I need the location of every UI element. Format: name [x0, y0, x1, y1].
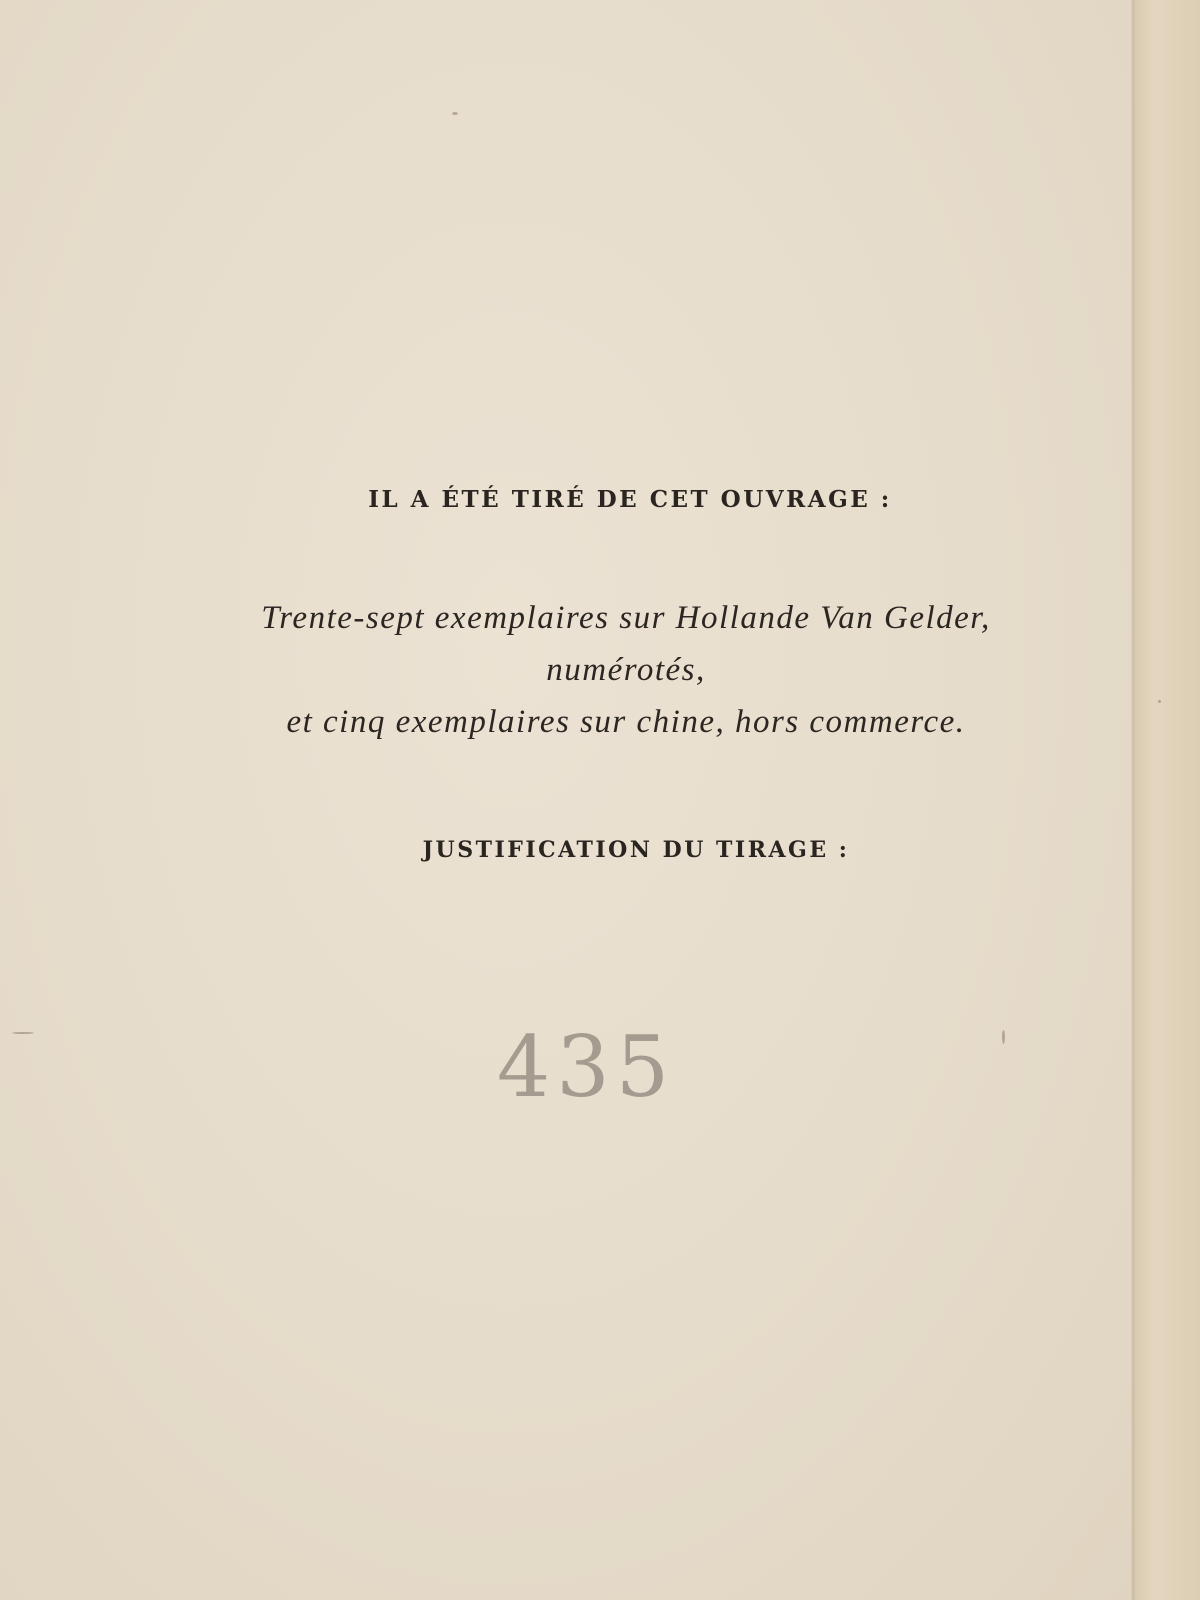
page-edge: [1134, 0, 1200, 1600]
edition-heading: IL A ÉTÉ TIRÉ DE CET OUVRAGE :: [368, 486, 892, 513]
justification-heading: JUSTIFICATION DU TIRAGE :: [422, 837, 850, 863]
edition-note-line: et cinq exemplaires sur chine, hors commerce.: [286, 704, 966, 740]
edition-note: [0, 592, 1200, 748]
paper-fleck: [452, 112, 458, 115]
edition-note-line: numérotés,: [546, 652, 706, 688]
copy-number-stamp: 435: [496, 1018, 676, 1116]
page-fold-shadow: [1131, 0, 1135, 1600]
edition-note-line: Trente-sept exemplaires sur Hollande Van Gelder,: [261, 600, 991, 636]
